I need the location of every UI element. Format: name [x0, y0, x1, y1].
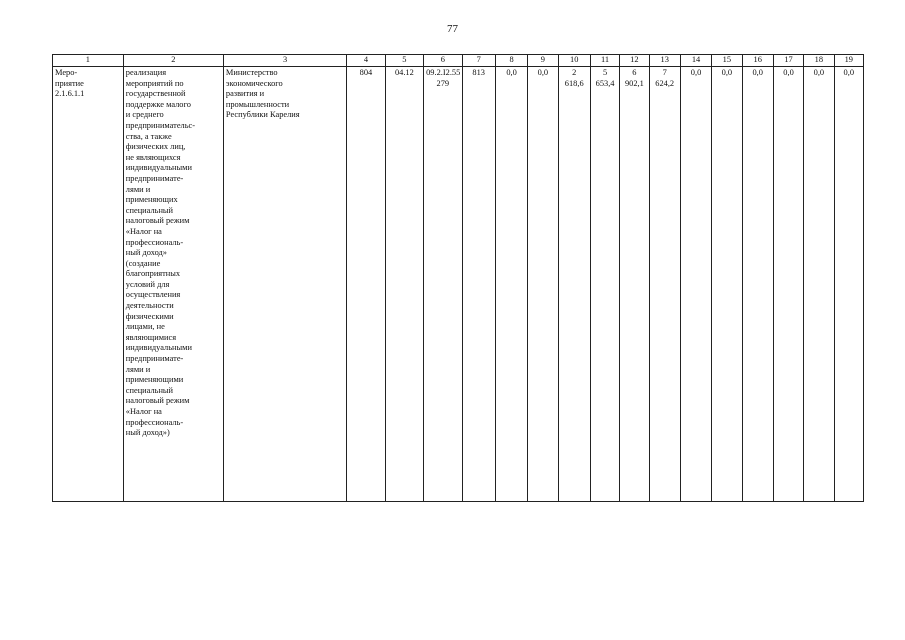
cell-value: 09.2.I2.55 279	[424, 67, 462, 502]
cell-value: 0,0	[528, 67, 558, 502]
cell-activity-description: реализация мероприятий по государственной поддержке малого и среднего предпринимательс- ства, а также физических лиц, не являющихся индивидуальными предпринимате- лями и применяющих специальный налоговый режим «Налог на профессиональ- ный доход» (создание благоприятных условий для осуществления деятельности физическими лицами, не являющимися индивидуальными предпринимате- лями и применяющими специальный налоговый режим «Налог на профессиональ- ный доход»)	[123, 67, 223, 502]
column-header: 13	[649, 55, 680, 67]
cell-value: 0,0	[495, 67, 527, 502]
cell-value: 04.12	[385, 67, 423, 502]
cell-value: 0,0	[680, 67, 711, 502]
column-header: 3	[223, 55, 346, 67]
cell-value: 0,0	[712, 67, 742, 502]
cell-responsible-executor: Министерство экономического развития и промышленности Республики Карелия	[223, 67, 346, 502]
cell-value: 6 902,1	[620, 67, 649, 502]
column-header: 5	[385, 55, 423, 67]
column-header: 14	[680, 55, 711, 67]
cell-value: 5 653,4	[590, 67, 619, 502]
column-header: 12	[620, 55, 649, 67]
cell-value: 813	[462, 67, 495, 502]
column-header: 10	[558, 55, 590, 67]
column-header: 18	[804, 55, 834, 67]
page-number: 77	[447, 23, 458, 35]
column-header: 4	[347, 55, 385, 67]
cell-value: 7 624,2	[649, 67, 680, 502]
column-header: 9	[528, 55, 558, 67]
column-header: 8	[495, 55, 527, 67]
table-header-row	[53, 55, 864, 67]
column-header: 7	[462, 55, 495, 67]
cell-activity-code: Меро- приятие 2.1.6.1.1	[53, 67, 124, 502]
column-header: 15	[712, 55, 742, 67]
column-header: 11	[590, 55, 619, 67]
cell-value: 0,0	[773, 67, 803, 502]
cell-value: 2 618,6	[558, 67, 590, 502]
cell-value: 804	[347, 67, 385, 502]
column-header: 19	[834, 55, 863, 67]
column-header: 17	[773, 55, 803, 67]
column-header: 16	[742, 55, 773, 67]
column-header: 6	[424, 55, 462, 67]
column-header: 1	[53, 55, 124, 67]
column-header: 2	[123, 55, 223, 67]
cell-value: 0,0	[804, 67, 834, 502]
table-row	[53, 67, 864, 502]
cell-value: 0,0	[742, 67, 773, 502]
cell-value: 0,0	[834, 67, 863, 502]
budget-table	[52, 54, 864, 502]
